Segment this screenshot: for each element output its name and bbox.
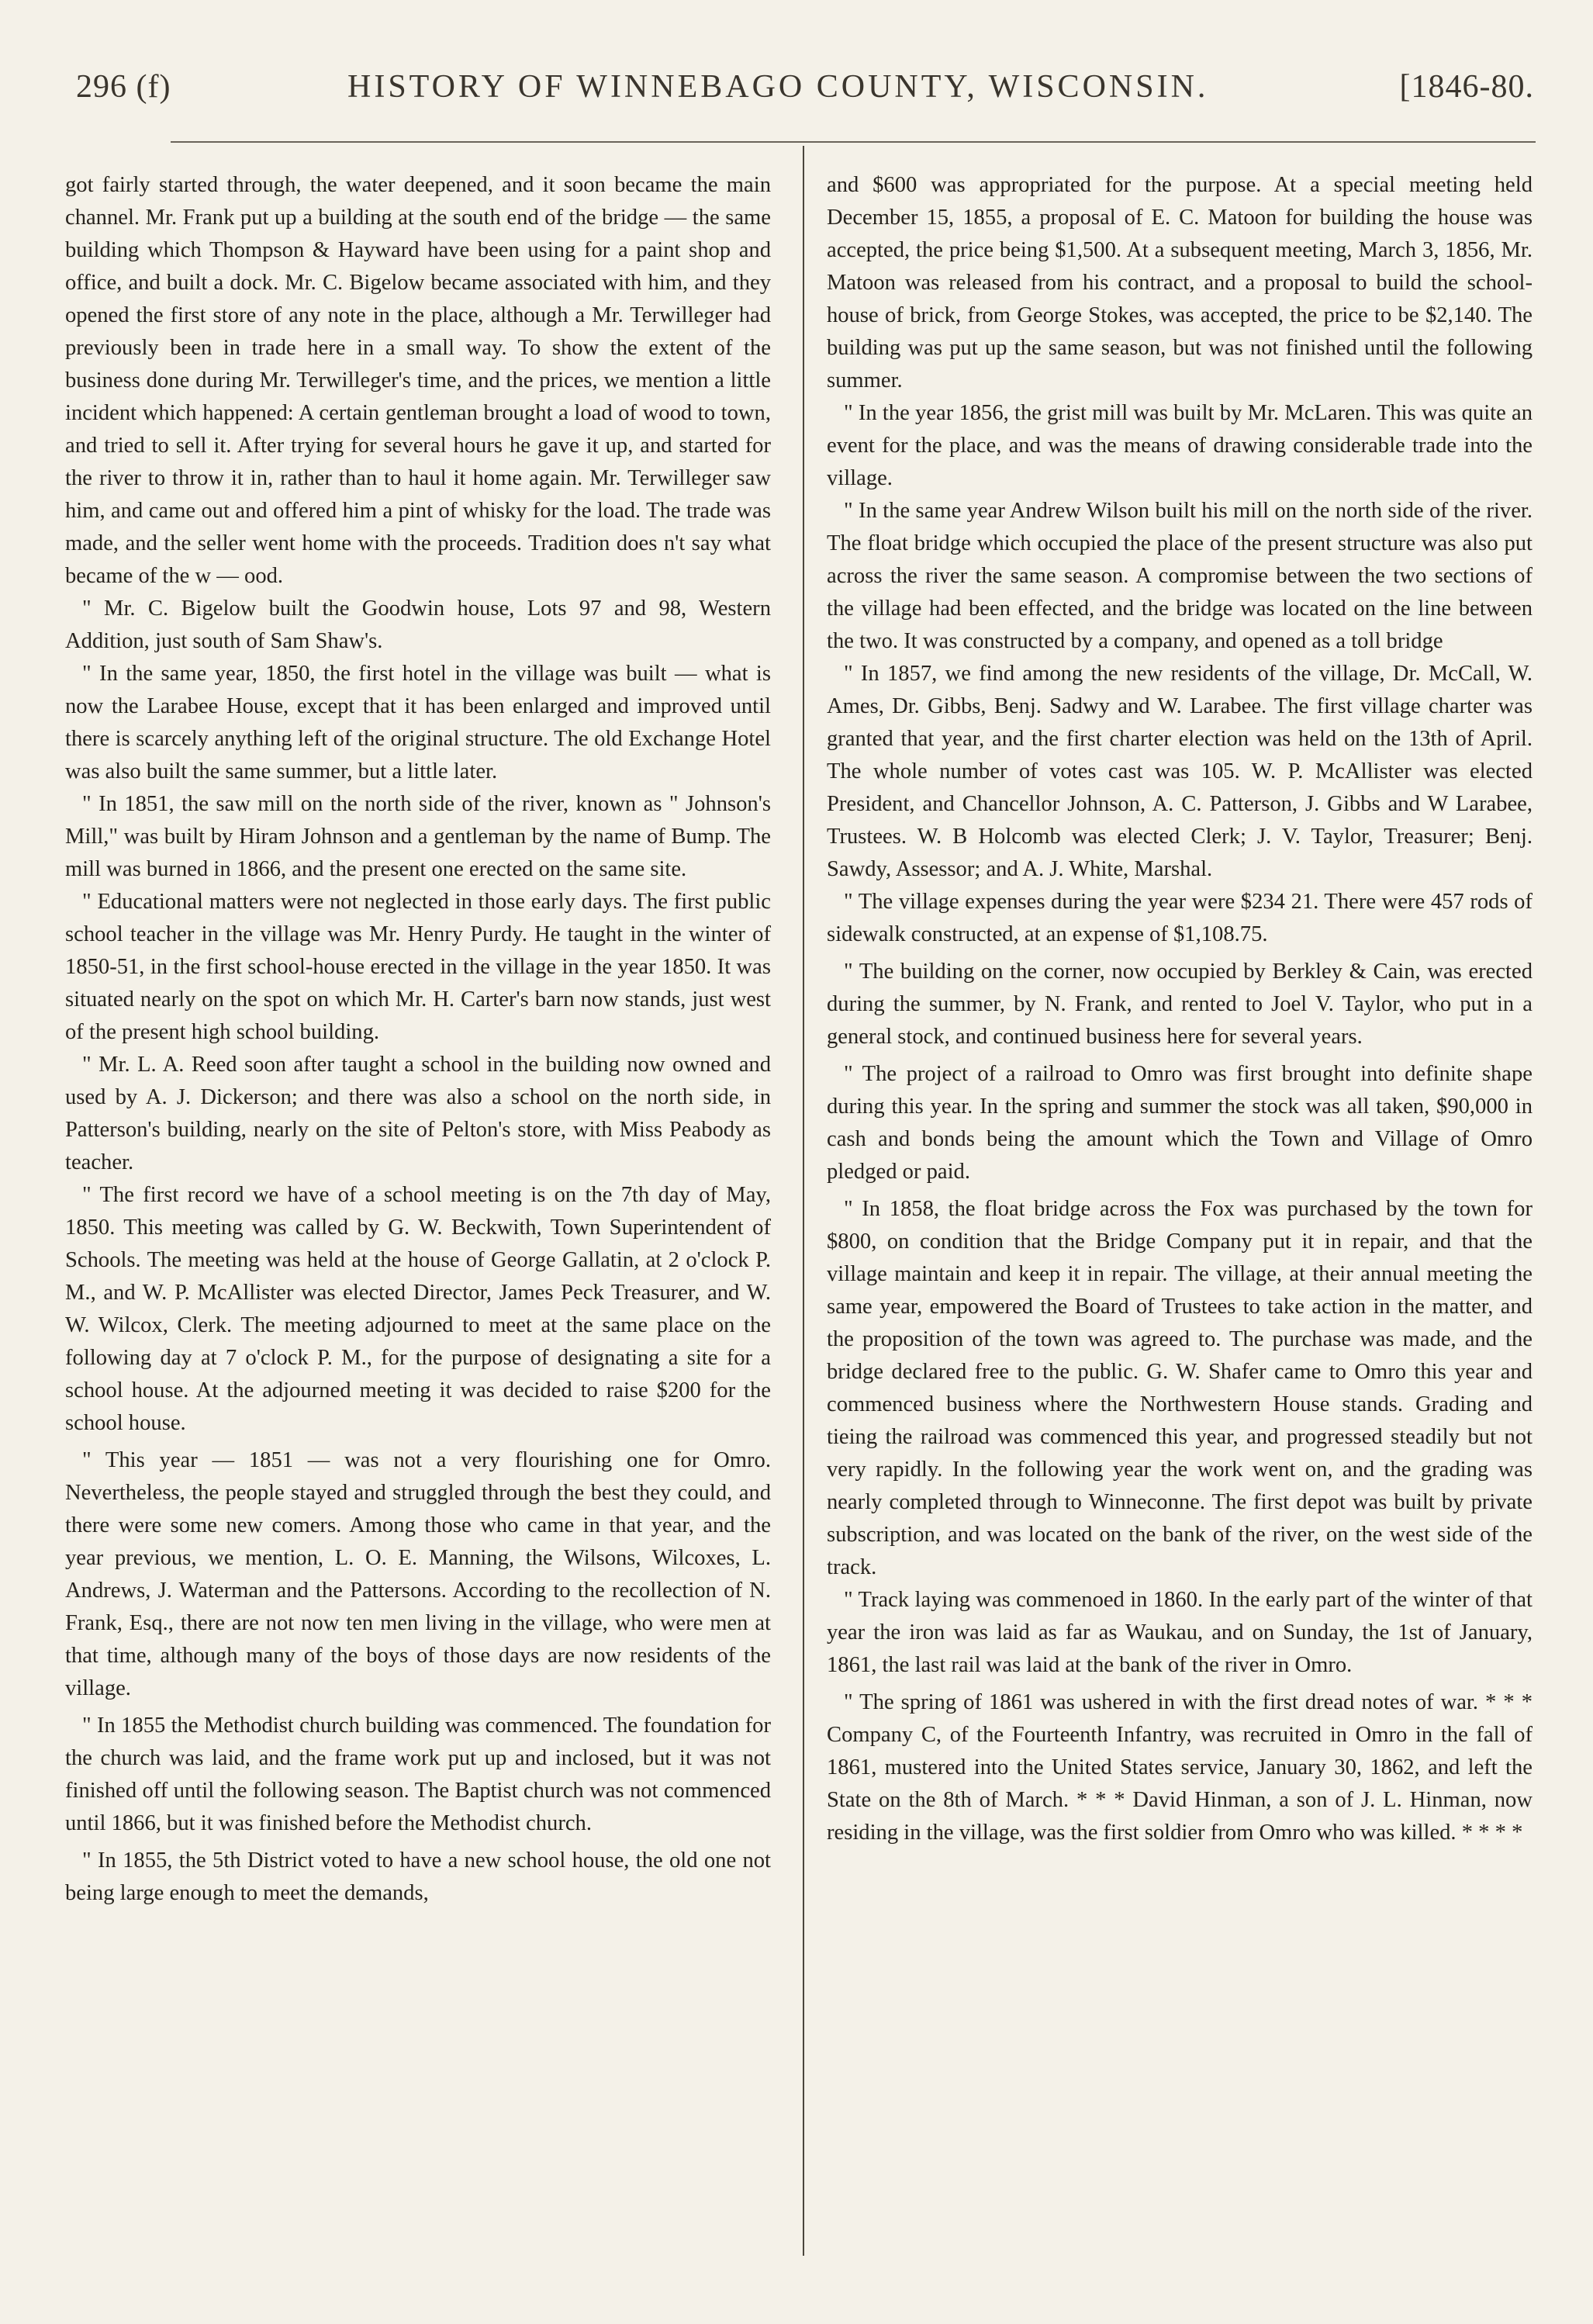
year-range: [1846-80.	[1399, 69, 1534, 105]
right-column	[827, 169, 1533, 1849]
running-title: HISTORY OF WINNEBAGO COUNTY, WISCONSIN.	[347, 69, 1209, 105]
paragraph: got fairly started through, the water deepened, and it soon became the main channel. Mr. Frank put up a building at the south end of the bridge — the same building which Thompson & Hayward have been using for a paint shop and office, and built a dock. Mr. C. Bigelow became associated with him, and they opened the first store of any note in the place, although a Mr. Terwilleger had previously been in trade here in a small way. To show the extent of the business done during Mr. Terwilleger's time, and the prices, we mention a little incident which happened: A certain gentleman brought a load of wood to town, and tried to sell it. After trying for several hours he gave it up, and started for the river to throw it in, rather than to haul it home again. Mr. Terwilleger saw him, and came out and offered him a pint of whisky for the load. The trade was made, and the seller went home with the proceeds. Tradition does n't say what became of the w — ood.	[65, 173, 771, 588]
paragraph: " The project of a railroad to Omro was first brought into definite shape during this year. In the spring and summer the stock was all taken, $90,000 in cash and bonds being the amount which the Town and Village of Omro pledged or paid.	[827, 1062, 1533, 1184]
paragraph: " The spring of 1861 was ushered in with the first dread notes of war. * * * Company C, of the Fourteenth Infantry, was recruited in Omro in the fall of 1861, mustered into the United States service, January 30, 1862, and left the State on the 8th of March. * * * David Hinman, a son of J. L. Hinman, now residing in the village, was the first soldier from Omro who was killed. * * * *	[827, 1690, 1533, 1845]
left-column	[65, 169, 771, 1910]
paragraph: " Track laying was commenoed in 1860. In the early part of the winter of that year the iron was laid as far as Waukau, and on Sunday, the 1st of January, 1861, the last rail was laid at the bank of the river in Omro.	[827, 1588, 1533, 1677]
paragraph: " Educational matters were not neglected in those early days. The first public school teacher in the village was Mr. Henry Purdy. He taught in the winter of 1850-51, in the first school-house erected in the village in the year 1850. It was situated nearly on the spot on which Mr. H. Carter's barn now stands, just west of the present high school building.	[65, 890, 771, 1044]
paragraph: " In the same year, 1850, the first hotel in the village was built — what is now the Larabee House, except that it has been enlarged and improved until there is scarcely anything left of the original structure. The old Exchange Hotel was also built the same summer, but a little later.	[65, 662, 771, 783]
paragraph: " In 1855, the 5th District voted to have a new school house, the old one not being large enough to meet the demands,	[65, 1848, 771, 1905]
page-header	[76, 68, 1534, 123]
paragraph: " The building on the corner, now occupied by Berkley & Cain, was erected during the summer, by N. Frank, and rented to Joel V. Taylor, who put in a general stock, and continued business here for several years.	[827, 960, 1533, 1049]
paragraph: " Mr. L. A. Reed soon after taught a school in the building now owned and used by A. J. Dickerson; and there was also a school on the north side, in Patterson's building, nearly on the site of Pelton's store, with Miss Peabody as teacher.	[65, 1053, 771, 1174]
paragraph: " In the year 1856, the grist mill was built by Mr. McLaren. This was quite an event for the place, and was the means of drawing considerable trade into the village.	[827, 401, 1533, 490]
paragraph: " In 1855 the Methodist church building was commenced. The foundation for the church was laid, and the frame work put up and inclosed, but it was not finished off until the following season. The Baptist church was not commenced until 1866, but it was finished before the Methodist church.	[65, 1714, 771, 1835]
page-number: 296 (f)	[76, 69, 171, 105]
paragraph: " In 1858, the float bridge across the Fox was purchased by the town for $800, on condition that the Bridge Company put it in repair, and that the village maintain and keep it in repair. The village, at their annual meeting the same year, empowered the Board of Trustees to take action in the matter, and the proposition of the town was agreed to. The purchase was made, and the bridge declared free to the public. G. W. Shafer came to Omro this year and commenced business where the Northwestern House stands. Grading and tieing the railroad was commenced this year, and progressed steadily but not very rapidly. In the following year the work went on, and the grading was nearly completed through to Winneconne. The first depot was built by private subscription, and was located on the bank of the river, on the west side of the track.	[827, 1197, 1533, 1579]
paragraph: " In 1857, we find among the new residents of the village, Dr. McCall, W. Ames, Dr. Gibbs, Benj. Sadwy and W. Larabee. The first village charter was granted that year, and the first charter election was held on the 13th of April. The whole number of votes cast was 105. W. P. McAllister was elected President, and Chancellor Johnson, A. C. Patterson, J. Gibbs and W Larabee, Trustees. W. B Holcomb was elected Clerk; J. V. Taylor, Treasurer; Benj. Sawdy, Assessor; and A. J. White, Marshal.	[827, 662, 1533, 881]
header-rule	[171, 141, 1536, 143]
paragraph: " In the same year Andrew Wilson built his mill on the north side of the river. The float bridge which occupied the place of the present structure was also put across the river the same season. A compromise between the two sections of the village had been effected, and the bridge was located on the line between the two. It was constructed by a company, and opened as a toll bridge	[827, 499, 1533, 653]
paragraph: " The village expenses during the year were $234 21. There were 457 rods of sidewalk constructed, at an expense of $1,108.75.	[827, 890, 1533, 946]
paragraph: " Mr. C. Bigelow built the Goodwin house, Lots 97 and 98, Western Addition, just south of Sam Shaw's.	[65, 597, 771, 653]
paragraph: and $600 was appropriated for the purpose. At a special meeting held December 15, 1855, a proposal of E. C. Matoon for building the house was accepted, the price being $1,500. At a subsequent meeting, March 3, 1856, Mr. Matoon was released from his contract, and a proposal to build the school-house of brick, from George Stokes, was accepted, the price to be $2,140. The building was put up the same season, but was not finished until the following summer.	[827, 173, 1533, 393]
paragraph: " The first record we have of a school meeting is on the 7th day of May, 1850. This meeting was called by G. W. Beckwith, Town Superintendent of Schools. The meeting was held at the house of George Gallatin, at 2 o'clock P. M., and W. P. McAllister was elected Director, James Peck Treasurer, and W. W. Wilcox, Clerk. The meeting adjourned to meet at the same place on the following day at 7 o'clock P. M., for the purpose of designating a site for a school house. At the adjourned meeting it was decided to raise $200 for the school house.	[65, 1183, 771, 1435]
column-divider	[803, 146, 804, 2256]
paragraph: " In 1851, the saw mill on the north side of the river, known as " Johnson's Mill," was built by Hiram Johnson and a gentleman by the name of Bump. The mill was burned in 1866, and the present one erected on the same site.	[65, 792, 771, 881]
paragraph: " This year — 1851 — was not a very flourishing one for Omro. Nevertheless, the people stayed and struggled through the best they could, and there were some new comers. Among those who came in that year, and the year previous, we mention, L. O. E. Manning, the Wilsons, Wilcoxes, L. Andrews, J. Waterman and the Pattersons. According to the recollection of N. Frank, Esq., there are not now ten men living in the village, who were men at that time, although many of the boys of those days are now residents of the village.	[65, 1448, 771, 1700]
